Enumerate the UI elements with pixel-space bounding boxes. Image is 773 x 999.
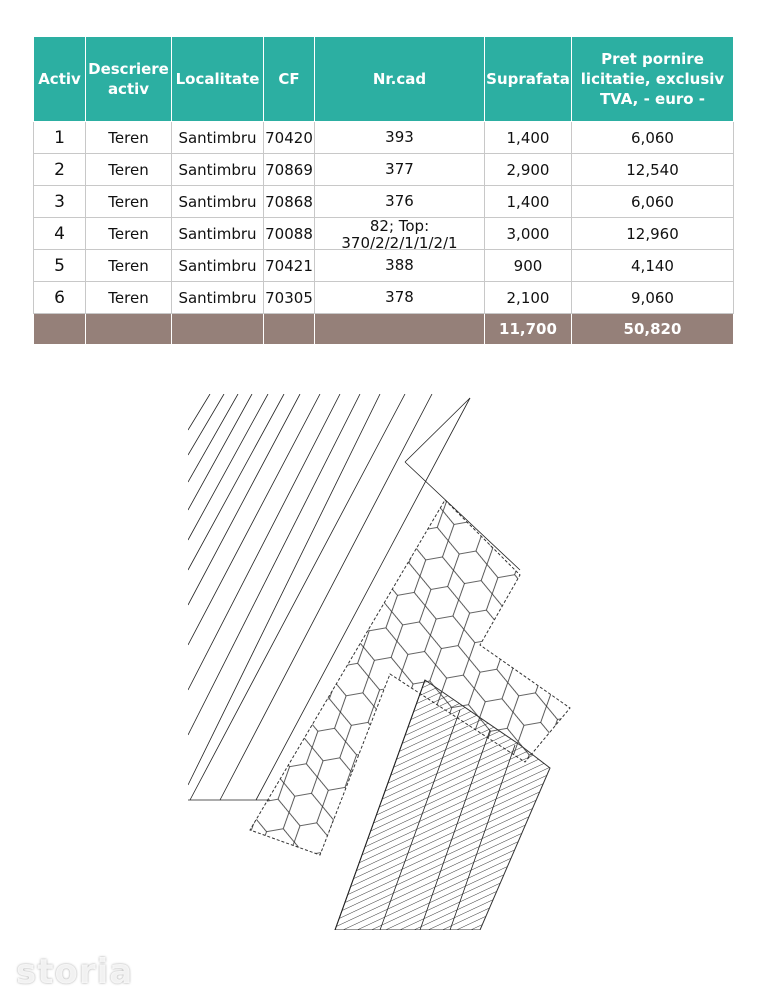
cell-suprafata: 3,000	[485, 218, 572, 250]
cell-pret: 12,960	[572, 218, 734, 250]
cell-nrcad	[315, 250, 485, 282]
cell-activ: 4	[34, 218, 86, 250]
cell-localitate: Santimbru	[172, 122, 264, 154]
nrcad-line1: 82; Top:	[369, 218, 430, 235]
cell-pret: 12,540	[572, 154, 734, 186]
cell-activ: 3	[34, 186, 86, 218]
cell-suprafata: 2,100	[485, 282, 572, 314]
cell-pret: 6,060	[572, 186, 734, 218]
cell-cf: 70305	[264, 282, 315, 314]
cell-cf: 70869	[264, 154, 315, 186]
cadastral-plan-drawing	[180, 390, 580, 930]
nrcad-line1: 388	[385, 256, 414, 274]
nrcad-line1: 377	[385, 160, 414, 178]
table-row	[34, 186, 734, 218]
header-pret-line3: TVA, - euro -	[599, 90, 706, 108]
cell-nrcad	[315, 122, 485, 154]
cell-nrcad	[315, 282, 485, 314]
header-pret-line1: Pret pornire	[601, 50, 704, 68]
cell-localitate: Santimbru	[172, 282, 264, 314]
cell-activ: 1	[34, 122, 86, 154]
header-descriere	[86, 37, 172, 122]
cell-suprafata: 1,400	[485, 122, 572, 154]
table-row	[34, 122, 734, 154]
header-pret-line2: licitatie, exclusiv	[580, 70, 725, 88]
table-row	[34, 154, 734, 186]
header-pret	[572, 37, 734, 122]
total-suprafata: 11,700	[485, 314, 572, 345]
cell-suprafata: 1,400	[485, 186, 572, 218]
totals-row	[34, 314, 734, 345]
cell-descriere: Teren	[86, 218, 172, 250]
cell-cf: 70088	[264, 218, 315, 250]
cell-pret: 6,060	[572, 122, 734, 154]
nrcad-line1: 376	[385, 192, 414, 210]
nrcad-line1: 393	[385, 128, 414, 146]
total-pret: 50,820	[572, 314, 734, 345]
cell-localitate: Santimbru	[172, 154, 264, 186]
cell-descriere: Teren	[86, 154, 172, 186]
total-empty-cell	[86, 314, 172, 345]
cell-suprafata: 2,900	[485, 154, 572, 186]
cell-activ: 2	[34, 154, 86, 186]
nrcad-line1: 378	[385, 288, 414, 306]
total-empty-cell	[315, 314, 485, 345]
cell-suprafata: 900	[485, 250, 572, 282]
cell-localitate: Santimbru	[172, 218, 264, 250]
plan-lines	[188, 394, 570, 930]
cell-localitate: Santimbru	[172, 186, 264, 218]
cell-descriere: Teren	[86, 122, 172, 154]
storia-watermark-logo: storia	[16, 952, 134, 992]
table-footer	[34, 314, 734, 345]
header-cf: CF	[264, 37, 315, 122]
cell-cf: 70868	[264, 186, 315, 218]
table-row	[34, 218, 734, 250]
cell-cf: 70420	[264, 122, 315, 154]
table-header	[34, 37, 734, 122]
cell-localitate: Santimbru	[172, 250, 264, 282]
table-row	[34, 282, 734, 314]
cell-descriere: Teren	[86, 186, 172, 218]
table-body	[34, 122, 734, 314]
header-nrcad: Nr.cad	[315, 37, 485, 122]
cell-pret: 4,140	[572, 250, 734, 282]
table-row	[34, 250, 734, 282]
header-localitate: Localitate	[172, 37, 264, 122]
cell-nrcad	[315, 186, 485, 218]
auction-table	[33, 36, 734, 345]
total-empty-cell	[172, 314, 264, 345]
cell-activ: 6	[34, 282, 86, 314]
header-descriere-line1: Descriere	[88, 60, 169, 78]
cell-nrcad	[315, 154, 485, 186]
cell-nrcad	[315, 218, 485, 250]
header-activ: Activ	[34, 37, 86, 122]
cell-descriere: Teren	[86, 282, 172, 314]
cell-descriere: Teren	[86, 250, 172, 282]
header-suprafata: Suprafata	[485, 37, 572, 122]
cell-activ: 5	[34, 250, 86, 282]
total-empty-cell	[264, 314, 315, 345]
cell-cf: 70421	[264, 250, 315, 282]
nrcad-line2: 370/2/2/1/1/2/1	[341, 234, 458, 249]
cell-pret: 9,060	[572, 282, 734, 314]
header-descriere-line2: activ	[107, 80, 150, 98]
total-empty-cell	[34, 314, 86, 345]
